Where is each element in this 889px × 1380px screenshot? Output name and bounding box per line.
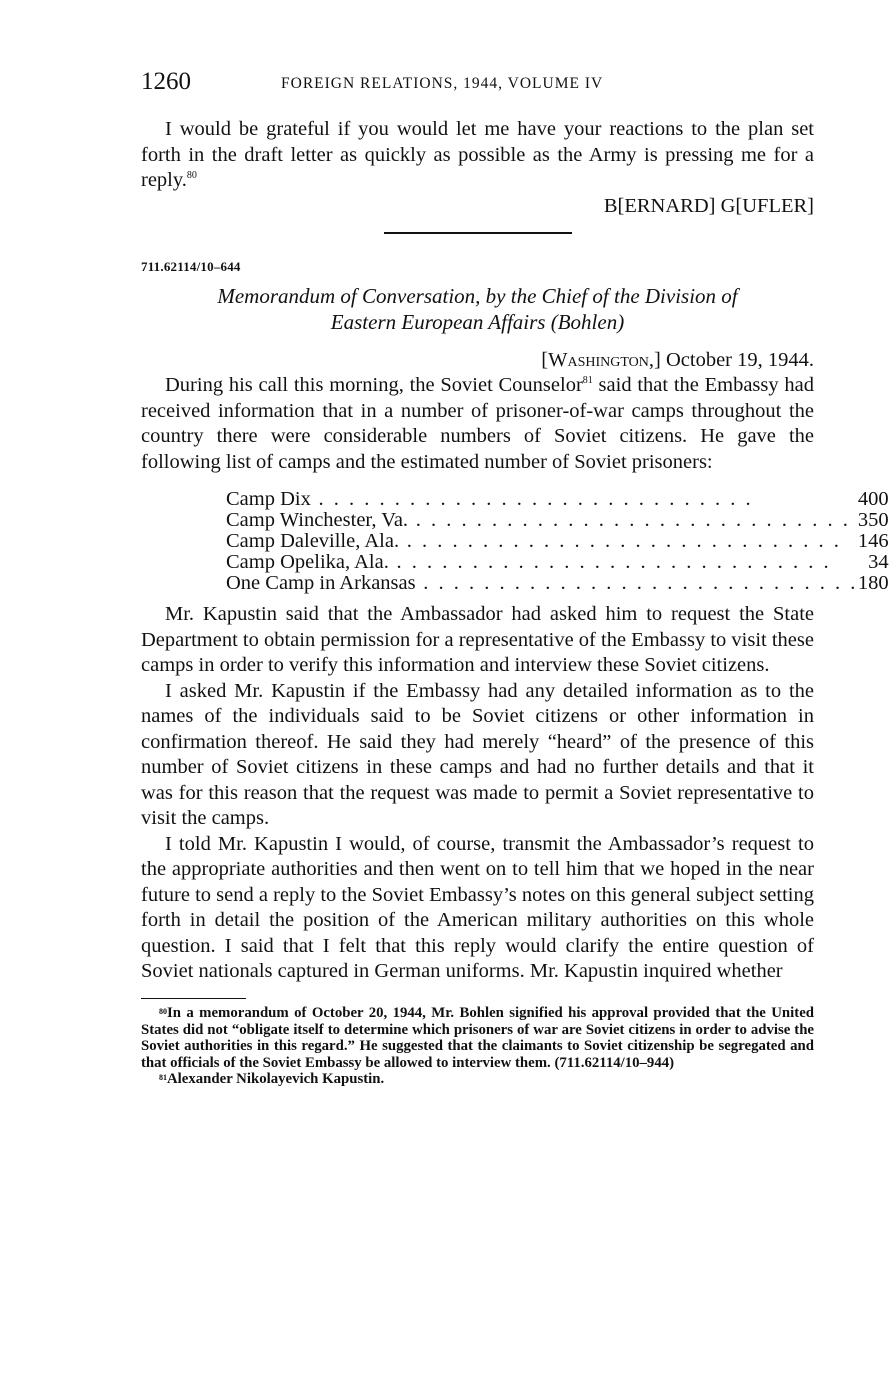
footnote-divider	[141, 998, 246, 1000]
footnote-ref-81: 81	[582, 375, 593, 386]
document-page	[141, 68, 889, 1088]
document-title-line-1: Memorandum of Conversation, by the Chief of the Division of	[217, 284, 738, 308]
dateline-place: [Washington,]	[541, 349, 661, 371]
paragraph-4: I told Mr. Kapustin I would, of course, transmit the Ambassador’s request to the appropriate authorities and then went on to tell him that we hoped in the near future to send a reply to the Soviet Embassy’s notes on this general subject setting forth in detail the position of the American military authorities on this whole question. I said that I felt that this reply would clarify the entire question of Soviet nationals captured in German uniforms. Mr. Kapustin inquired whether	[141, 832, 814, 982]
running-head: FOREIGN RELATIONS, 1944, VOLUME IV	[281, 75, 604, 92]
file-number: 711.62114/10–644	[141, 259, 241, 274]
footnote-81	[141, 1071, 814, 1088]
camp-count: 180	[857, 572, 889, 594]
continued-paragraph-text: I would be grateful if you would let me have your reactions to the plan set forth in the draft letter as quickly as possible as the Army is pressing me for a reply.	[141, 118, 814, 191]
page-number: 1260	[141, 68, 191, 95]
paragraph-2: Mr. Kapustin said that the Ambassador had asked him to request the State Department to obtain permission for a representative of the Embassy to visit these camps in order to verify this information and interview these Soviet citizens.	[141, 603, 814, 676]
camp-name: Camp Winchester, Va. . . .	[226, 510, 858, 531]
camp-count: 146	[857, 530, 889, 552]
document-title	[141, 283, 814, 335]
camp-name: One Camp in Arkansas . . .	[226, 573, 858, 594]
footnote-number: 81	[159, 1073, 167, 1082]
page-header	[141, 68, 814, 102]
footnote-ref-80: 80	[186, 170, 197, 181]
continued-paragraph	[141, 117, 814, 194]
section-divider	[384, 232, 572, 234]
table-row	[226, 531, 889, 552]
signature: B[ERNARD] G[UFLER]	[603, 194, 814, 217]
camp-count: 400	[857, 488, 889, 510]
camp-name: Camp Opelika, Ala. . . .	[226, 552, 858, 573]
paragraph-3: I asked Mr. Kapustin if the Embassy had any detailed information as to the names of the individuals said to be Soviet citizens or other information in confirmation thereof. He said they had merely “heard” of the presence of this number of Soviet citizens in these camps and had no further details and that it was for this reason that the request was made to permit a Soviet representative to visit the camps.	[141, 679, 814, 829]
footnote-number: 80	[159, 1007, 167, 1016]
camp-list-table	[226, 489, 889, 594]
footnote-text: Alexander Nikolayevich Kapustin.	[167, 1071, 385, 1087]
paragraph-1: During his call this morning, the Soviet Counselor$^{81}$ said that the Embassy had received information that in a number of prisoner-of-war camps throughout the country there were considerable numbers of Soviet citizens. He gave the following list of camps and the estimated number of Soviet prisoners:	[141, 374, 814, 473]
camp-name: Camp Daleville, Ala. . . .	[226, 531, 858, 552]
dateline-date: October 19, 1944.	[660, 349, 814, 371]
camp-count: 34	[868, 551, 889, 573]
camp-count: 350	[857, 509, 889, 531]
dateline	[141, 348, 814, 373]
table-row	[226, 552, 889, 573]
footnote-80	[141, 1005, 814, 1071]
table-row	[226, 489, 889, 510]
table-row	[226, 573, 889, 594]
footnote-text: In a memorandum of October 20, 1944, Mr. Bohlen signified his approval provided that the United States did not “obligate itself to determine which prisoners of war are Soviet citizens in order to advise the Soviet authorities in this regard.” He suggested that the claimants to Soviet citizenship be segregated and that officials of the Soviet Embassy be allowed to interview them. (711.62114/10–944)	[141, 1005, 814, 1071]
camp-name: Camp Dix . . .	[226, 489, 858, 510]
table-row	[226, 510, 889, 531]
document-title-line-2: Eastern European Affairs (Bohlen)	[330, 310, 625, 334]
